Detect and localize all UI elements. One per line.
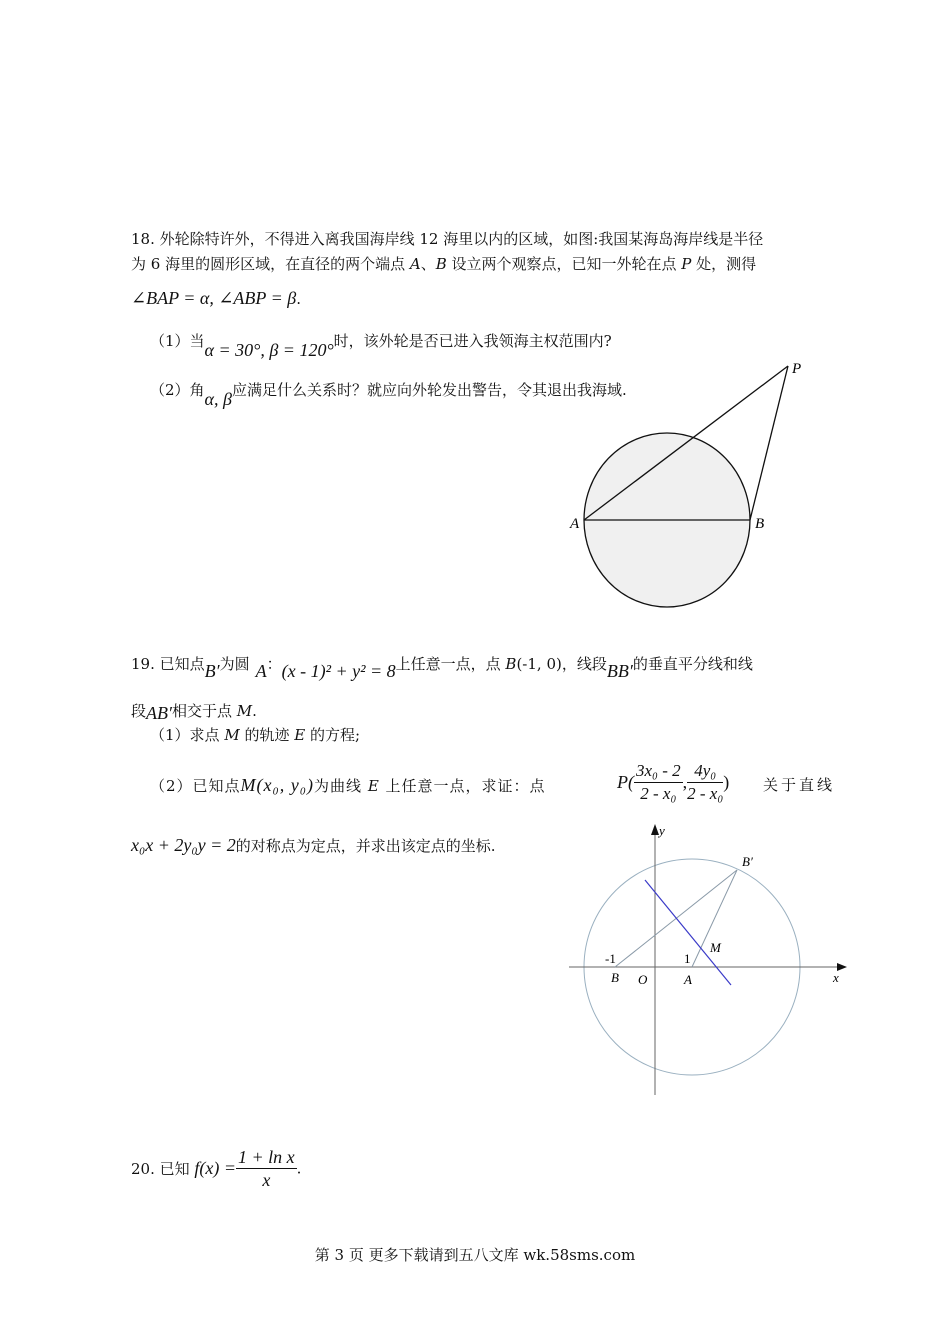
q19-part2-tail xyxy=(763,763,835,807)
q19-part1-e: E xyxy=(294,726,306,744)
q19-text-1b: 为圆 xyxy=(219,655,250,673)
q19-part1-a: （1）求点 xyxy=(150,726,225,744)
q19-part1-c: 的方程; xyxy=(305,726,360,744)
footer-text: 第 3 页 更多下载请到五八文库 wk.58sms.com xyxy=(314,1246,636,1264)
q19-part2-b: 为曲线 xyxy=(314,777,368,795)
q20-fraction-den: x xyxy=(262,1170,271,1190)
q19-label-b: B xyxy=(611,970,619,985)
q19-fraction-1-den: 2 - x₀ xyxy=(640,784,677,803)
q18-text-2c: 设立两个观察点，已知一外轮在点 xyxy=(446,255,682,273)
q19-part2-point-m: M(x₀, y₀) xyxy=(240,775,315,795)
q19-point-p-expression xyxy=(617,760,729,805)
q19-label-1: 1 xyxy=(684,951,691,966)
q18-part2 xyxy=(150,378,627,409)
q19-circle-a: A xyxy=(255,661,267,681)
q19-point-b-coord: (-1, 0) xyxy=(516,655,562,673)
q19-part1-m: M xyxy=(224,726,240,744)
q19-text-1d: ，线段 xyxy=(561,655,607,673)
q19-colon: ： xyxy=(266,655,282,673)
q20-fraction-num: 1 + ln x xyxy=(238,1147,295,1167)
q18-line-bp xyxy=(750,366,788,520)
q18-line2 xyxy=(131,253,756,275)
q20-prefix: 20. 已知 xyxy=(131,1160,190,1178)
q18-text-2a: 为 6 海里的圆形区域，在直径的两个端点 xyxy=(131,255,410,273)
q19-point-m: M xyxy=(236,702,253,720)
q18-angle-formula: ∠BAP = α, ∠ABP = β xyxy=(131,288,297,308)
q18-part2-suffix: 应满足什么关系时？就应向外轮发出警告，令其退出我海域. xyxy=(231,381,627,399)
q18-label-a: A xyxy=(570,516,580,532)
q20-tail: . xyxy=(296,1159,302,1178)
q18-point-a: A xyxy=(409,255,421,273)
q19-fraction-2 xyxy=(687,760,723,805)
q19-line1 xyxy=(131,652,753,681)
q18-label-p: P xyxy=(792,361,802,377)
q19-label-o: O xyxy=(638,972,648,987)
q19-label-m: M xyxy=(710,940,721,955)
q19-text-1c: 上任意一点，点 xyxy=(395,655,506,673)
q18-part1-prefix: （1）当 xyxy=(150,332,205,350)
q19-segment-abprime: AB′ xyxy=(146,703,172,723)
q19-part2 xyxy=(150,763,546,808)
q19-part1 xyxy=(150,724,360,746)
q18-label-b: B xyxy=(755,516,765,532)
q18-part1-formula: α = 30°, β = 120° xyxy=(204,340,334,360)
q19-p-comma: , xyxy=(682,772,688,792)
q19-label-x: x xyxy=(833,970,839,985)
q19-line-eq xyxy=(131,834,496,857)
q19-label-y: y xyxy=(659,823,665,838)
q18-part2-formula: α, β xyxy=(204,389,232,409)
q19-segment-bbprime: BB′ xyxy=(606,661,633,681)
q18-figure xyxy=(560,355,820,625)
q18-point-p: P xyxy=(681,255,692,273)
q19-point-b: B xyxy=(505,655,517,673)
q19-line2 xyxy=(131,699,257,722)
q19-label-bprime: B′ xyxy=(742,854,753,869)
q18-formula-line xyxy=(131,287,301,310)
page-footer xyxy=(0,1244,950,1266)
q18-part1 xyxy=(150,329,612,360)
q18-formula-tail: . xyxy=(296,290,301,308)
q19-point-bprime: B′ xyxy=(204,661,220,681)
q18-point-b: B xyxy=(435,255,447,273)
q18-text-2d: 处，测得 xyxy=(691,255,757,273)
q18-part1-suffix: 时，该外轮是否已进入我领海主权范围内? xyxy=(333,332,612,350)
q19-fraction-2-num: 4y₀ xyxy=(687,760,723,783)
q19-p-open: P( xyxy=(617,772,634,792)
q19-part1-b: 的轨迹 xyxy=(239,726,295,744)
q19-circle-equation: (x - 1)² + y² = 8 xyxy=(281,661,396,681)
q19-fraction-1-num: 3x₀ - 2 xyxy=(634,760,683,783)
q18-part2-prefix: （2）角 xyxy=(150,381,205,399)
q20-line xyxy=(131,1146,301,1191)
q19-part2-c: 上任意一点，求证：点 xyxy=(379,777,546,795)
q19-part2-a: （2）已知点 xyxy=(150,777,241,795)
q19-line-tail: 的对称点为定点，并求出该定点的坐标. xyxy=(235,837,496,855)
q19-label-a: A xyxy=(684,972,692,987)
q19-p-close: ) xyxy=(723,772,730,792)
q19-text-2a: 段 xyxy=(131,702,147,720)
q20-fx: f(x) = xyxy=(194,1158,237,1178)
q19-text-1a: 19. 已知点 xyxy=(131,655,205,673)
q19-fraction-2-den: 2 - x₀ xyxy=(687,784,724,803)
q19-part2-d: 关于直线 xyxy=(763,776,836,794)
q19-text-2b: 相交于点 xyxy=(171,702,237,720)
q19-label-neg1: -1 xyxy=(605,951,616,966)
q19-fraction-1 xyxy=(634,760,683,805)
q18-text-1: 18. 外轮除特许外，不得进入离我国海岸线 12 海里以内的区域，如图:我国某海岛海岸线是半径 xyxy=(131,230,764,248)
q19-part2-e: E xyxy=(367,777,380,795)
q19-text-1e: 的垂直平分线和线 xyxy=(632,655,753,673)
q18-text-2b: 、 xyxy=(420,255,436,273)
q19-figure xyxy=(565,815,855,1105)
q18-line1 xyxy=(131,228,763,250)
q19-line-equation: x₀x + 2y₀y = 2 xyxy=(131,835,236,855)
q19-text-2c: . xyxy=(252,702,257,720)
q20-fraction xyxy=(236,1146,297,1191)
q19-y-arrow xyxy=(651,824,659,835)
